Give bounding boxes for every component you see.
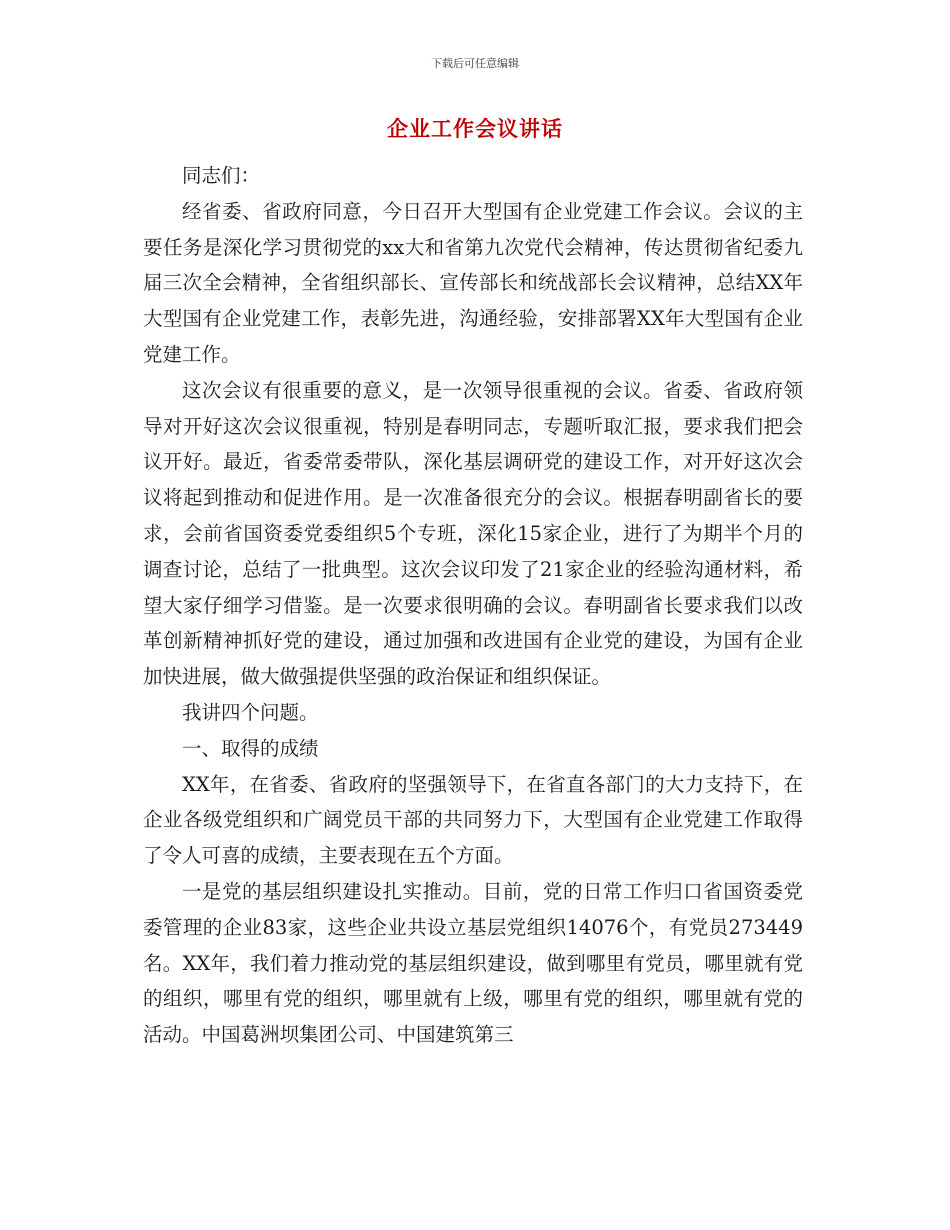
paragraph: 经省委、省政府同意，今日召开大型国有企业党建工作会议。会议的主要任务是深化学习贯彻党的xx大和省第九次党代会精神，传达贯彻省纪委九届三次全会精神，全省组织部长、宣传部长和统战部长会议精神，总结XX年大型国有企业党建工作，表彰先进，沟通经验，安排部署XX年大型国有企业党建工作。	[143, 199, 803, 366]
paragraph: 这次会议有很重要的意义，是一次领导很重视的会议。省委、省政府领导对开好这次会议很重视，特别是春明同志，专题听取汇报，要求我们把会议开好。最近，省委常委带队，深化基层调研党的建设工作，对开好这次会议将起到推动和促进作用。是一次准备很充分的会议。根据春明副省长的要求，会前省国资委党委组织5个专班，深化15家企业，进行了为期半个月的调查讨论，总结了一批典型。这次会议印发了21家企业的经验沟通材料，希望大家仔细学习借鉴。是一次要求很明确的会议。春明副省长要求我们以改革创新精神抓好党的建设，通过加强和改进国有企业党的建设，为国有企业加快进展，做大做强提供坚强的政治保证和组织保证。	[143, 378, 803, 689]
paragraph: XX年，在省委、省政府的坚强领导下，在省直各部门的大力支持下，在企业各级党组织和广阔党员干部的共同努力下，大型国有企业党建工作取得了令人可喜的成绩，主要表现在五个方面。	[143, 772, 803, 868]
paragraph: 一是党的基层组织建设扎实推动。目前，党的日常工作归口省国资委党委管理的企业83家，这些企业共设立基层党组织14076个，有党员273449名。XX年，我们着力推动党的基层组织建设，做到哪里有党员，哪里就有党的组织，哪里有党的组织，哪里就有上级，哪里有党的组织，哪里就有党的活动。中国葛洲坝集团公司、中国建筑第三	[143, 879, 803, 1047]
salutation: 同志们：	[182, 164, 261, 187]
paragraph: 我讲四个问题。	[182, 700, 319, 724]
document-body	[143, 158, 803, 1053]
download-note: 下载后可任意编辑	[431, 57, 519, 70]
document-title: 企业工作会议讲话	[387, 116, 563, 141]
section-heading: 一、取得的成绩	[182, 736, 319, 760]
